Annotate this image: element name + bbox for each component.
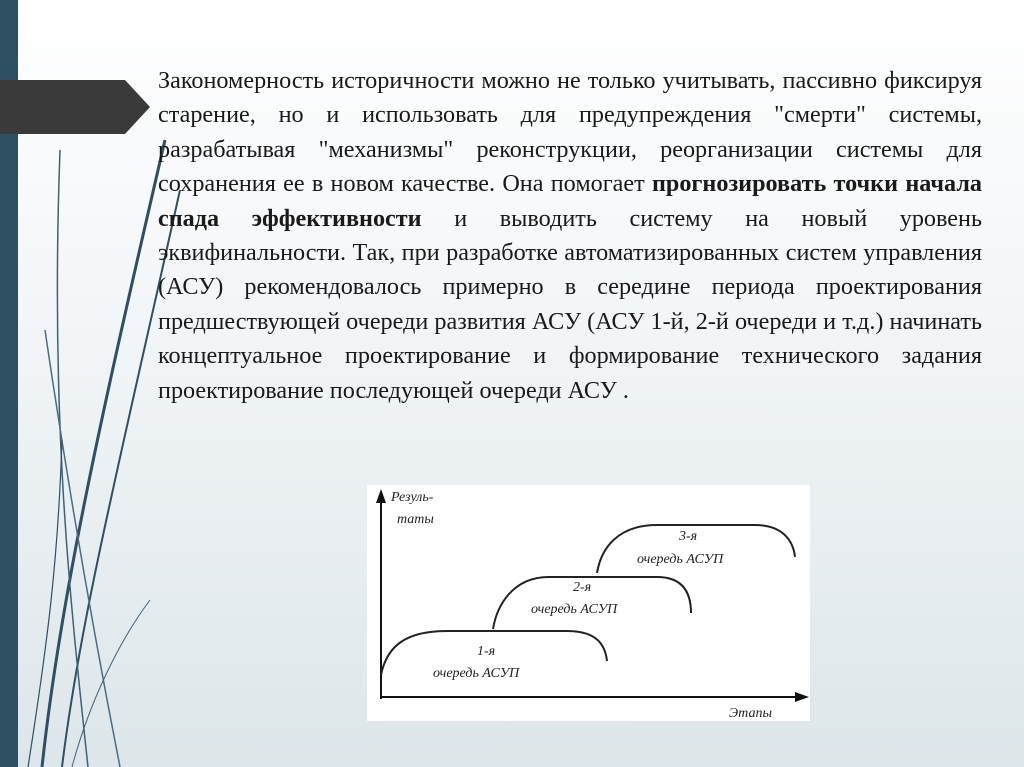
decor-line-3: [57, 150, 88, 767]
body-paragraph: [158, 64, 982, 408]
title-banner: [0, 80, 150, 134]
stage3-label: очередь АСУП: [637, 552, 724, 567]
paragraph-bold: прогнозировать точки начала спада эффективности: [158, 170, 982, 232]
stage2-number: 2-я: [573, 580, 592, 595]
y-label-line1: Резуль-: [391, 490, 434, 505]
decor-line-6: [72, 600, 150, 767]
paragraph-part-1: Закономерность историчности можно не только учитывать, пассивно фиксируя старение, но и использовать для предупреждения "смерти" системы, разрабатывая "механизмы" реконструкции, реорганизации системы для сохранения ее в новом качестве. Она помогает: [158, 67, 982, 198]
y-axis-arrow: [376, 489, 386, 503]
y-label-line2: таты: [397, 512, 434, 527]
paragraph-part-2: и выводить систему на новый уровень эквифинальности. Так, при разработке автоматизированных систем управления (АСУ) рекомендовалось примерно в середине периода проектирования предшествующей очереди развития АСУ (АСУ 1-й, 2-й очереди и т.д.) начинать концептуальное проектирование и формирование технического задания проектирование последующей очереди АСУ .: [158, 204, 983, 404]
stage1-label: очередь АСУП: [433, 666, 520, 681]
stage3-number: 3-я: [679, 529, 698, 544]
stage2-label: очередь АСУП: [531, 602, 618, 617]
decor-line-5: [28, 440, 62, 767]
x-axis-label: Этапы: [729, 706, 772, 721]
x-axis-arrow: [795, 692, 809, 702]
stages-figure: [367, 485, 810, 721]
stage1-number: 1-я: [477, 644, 496, 659]
